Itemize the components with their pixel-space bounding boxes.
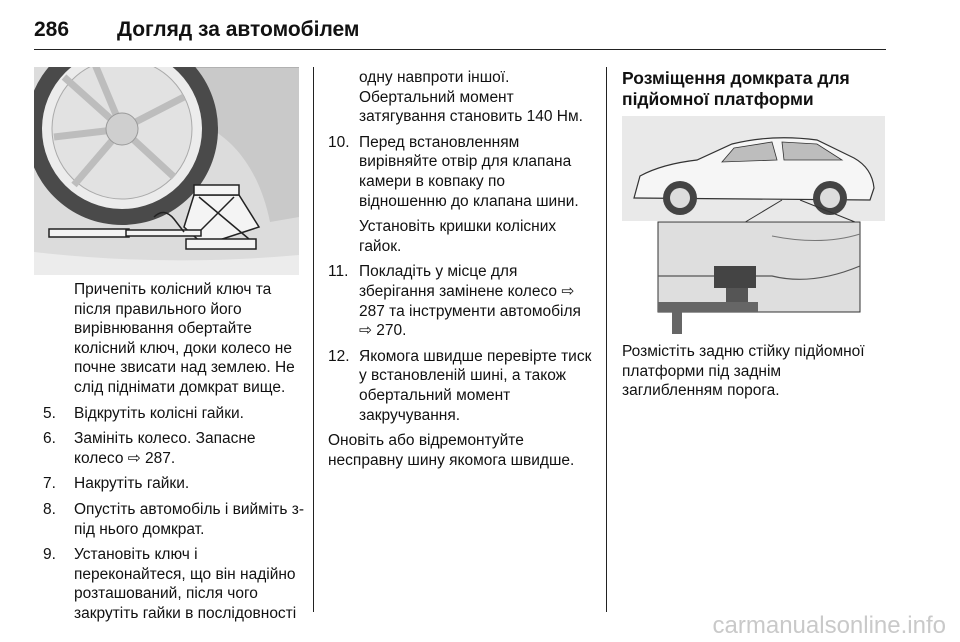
header-divider [34,49,886,50]
step-extra-text: Установіть кришки колісних гайок. [359,218,557,255]
step-number: 12. [328,347,350,365]
column-1 [43,280,305,630]
caption-text: Причепіть колісний ключ та після правильного його вирівнювання обертайте колісний ключ, доки колесо не почне звисати над землею. Не слід піднімати домкрат вище. [74,281,295,396]
lift-platform-illustration [622,116,885,334]
step-text: Замініть колесо. Запасне колесо ⇨ 287. [74,430,256,467]
step-text: Відкрутіть колісні гайки. [74,404,244,422]
page-title: Догляд за автомобілем [117,18,360,41]
step-text: Якомога швидше перевірте тиск у встановленій шині, а також обертальний момент закручування. [359,347,592,424]
list-item [328,262,596,340]
column-2 [328,68,596,476]
jack-wheel-illustration [34,67,299,275]
page-header [34,18,886,52]
step-text: Покладіть у місце для зберігання замінене колесо ⇨ 287 та інструменти автомобіля ⇨ 270. [359,263,581,340]
list-item [328,133,596,257]
step-text: Накрутіть гайки. [74,475,190,493]
column-divider [313,67,314,612]
step-number: 6. [43,430,56,448]
watermark: carmanualsonline.info [712,612,946,639]
step-number: 5. [43,404,56,422]
step-text: Опустіть автомобіль і вийміть з-під нього домкрат. [74,500,305,538]
continuation-text: одну навпроти іншої. Обертальний момент затягування становить 140 Нм. [359,69,583,126]
list-item [43,545,305,623]
step-number: 10. [328,133,350,151]
body-text: Розмістіть задню стійку підйомної платформи під заднім заглибленням порога. [622,343,865,400]
column-3-body [622,342,884,407]
list-item [43,429,305,468]
step-number: 7. [43,475,56,493]
step-text: Перед встановленням вирівняйте отвір для клапана камери в ковпаку по відношенню до клапана шини. [359,133,579,210]
page-number: 286 [34,18,70,41]
note-text: Оновіть або відремонтуйте несправну шину якомога швидше. [328,432,575,469]
list-item [328,347,596,425]
section-heading: Розміщення домкрата для підйомної платформи [622,68,850,109]
list-item [43,474,305,494]
list-item [43,500,305,539]
step-number: 9. [43,546,56,564]
list-item [43,404,305,424]
step-number: 8. [43,500,56,518]
step-number: 11. [328,263,349,281]
step-text: Установіть ключ і переконайтеся, що він надійно розташований, після чого закрутіть гайки в послідовності [74,546,297,622]
column-3 [622,68,884,120]
column-divider [606,67,607,612]
